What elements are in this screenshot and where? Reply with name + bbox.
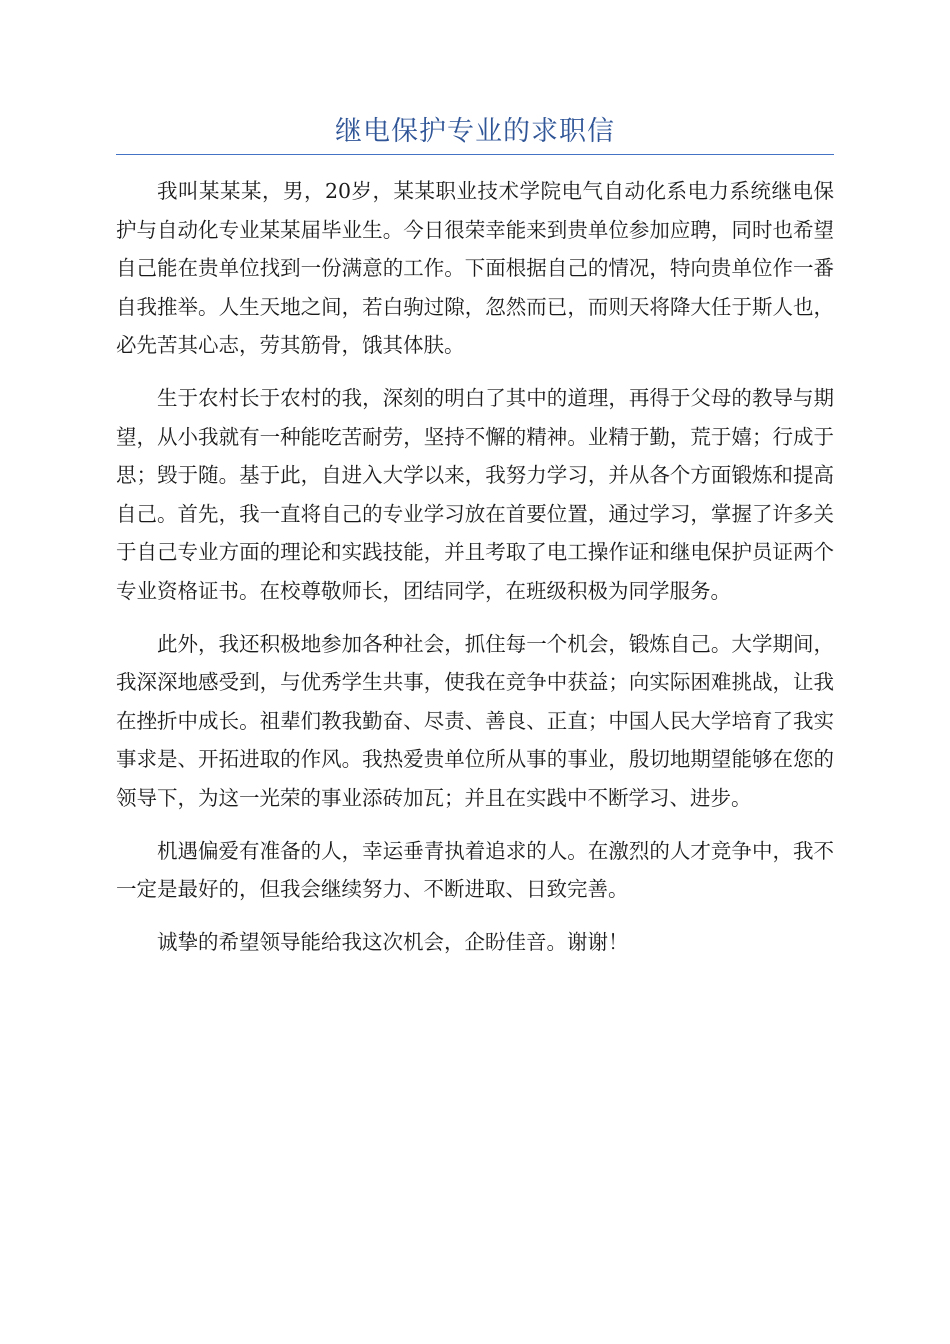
document-title: 继电保护专业的求职信	[335, 116, 615, 147]
paragraph-closing: 诚挚的希望领导能给我这次机会，企盼佳音。谢谢！	[157, 929, 629, 954]
paragraph-commitment: 机遇偏爱有准备的人，幸运垂青执着追求的人。在激烈的人才竞争中，我不一定是最好的，但我会继续努力、不断进取、日致完善。	[116, 838, 834, 902]
paragraph-introduction: 我叫某某某，男，20岁，某某职业技术学院电气自动化系电力系统继电保护与自动化专业某某届毕业生。今日很荣幸能来到贵单位参加应聘，同时也希望自己能在贵单位找到一份满意的工作。下面根据自己的情况，特向贵单位作一番自我推举。人生天地之间，若白驹过隙，忽然而已，而则天将降大任于斯人也，必先苦其心志，劳其筋骨，饿其体肤。	[116, 179, 834, 358]
document-body	[116, 172, 834, 975]
title-underline	[116, 154, 834, 155]
paragraph-background: 生于农村长于农村的我，深刻的明白了其中的道理，再得于父母的教导与期望，从小我就有一种能吃苦耐劳，坚持不懈的精神。业精于勤，荒于嬉；行成于思；毁于随。基于此，自进入大学以来，我努力学习，并从各个方面锻炼和提高自己。首先，我一直将自己的专业学习放在首要位置，通过学习，掌握了许多关于自己专业方面的理论和实践技能，并且考取了电工操作证和继电保护员证两个专业资格证书。在校尊敬师长，团结同学，在班级积极为同学服务。	[116, 385, 834, 603]
paragraph-activities: 此外，我还积极地参加各种社会，抓住每一个机会，锻炼自己。大学期间，我深深地感受到，与优秀学生共事，使我在竞争中获益；向实际困难挑战，让我在挫折中成长。祖辈们教我勤奋、尽责、善良、正直；中国人民大学培育了我实事求是、开拓进取的作风。我热爱贵单位所从事的事业，殷切地期望能够在您的领导下，为这一光荣的事业添砖加瓦；并且在实践中不断学习、进步。	[116, 631, 834, 810]
